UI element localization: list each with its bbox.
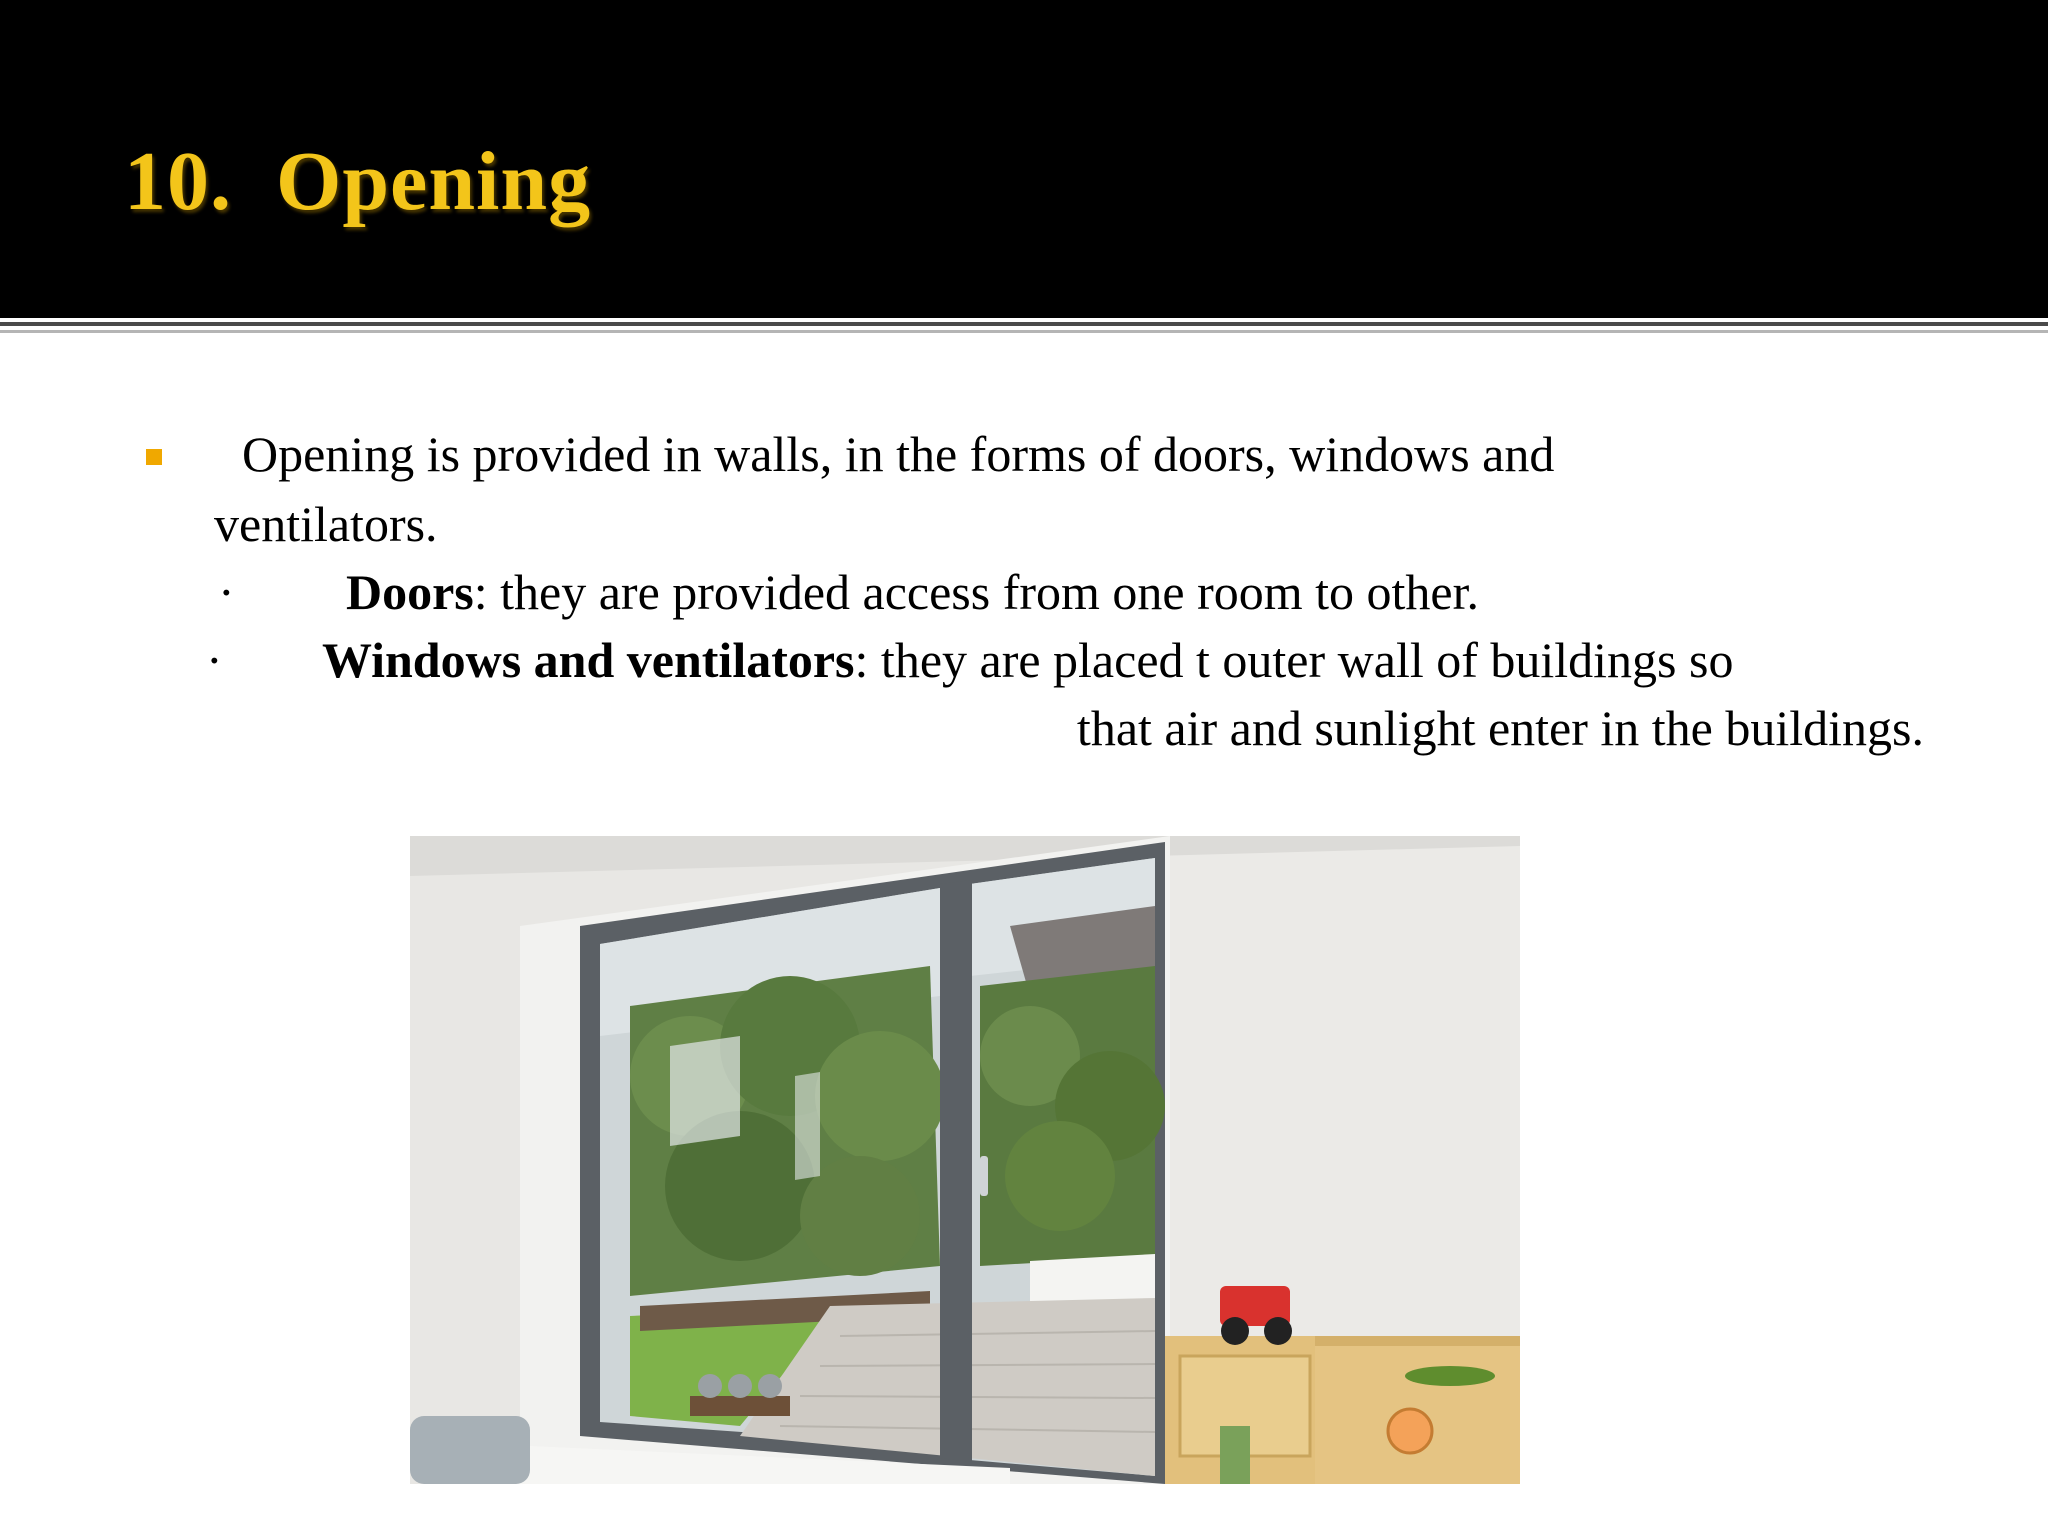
sub-bullet-marker: · (218, 564, 235, 620)
sub-item-doors (346, 558, 1479, 626)
bullet-text-line-1: Opening is provided in walls, in the forms of doors, windows and (242, 426, 1555, 482)
header-divider-secondary (0, 330, 2048, 333)
sub-item-windows (322, 626, 1733, 694)
sub-item-description: : they are provided access from one room to other. (473, 564, 1479, 620)
header-divider (0, 322, 2048, 326)
sub-item-description: : they are placed t outer wall of buildings so (854, 632, 1734, 688)
bullet-text-line-2: ventilators. (214, 496, 438, 552)
sub-item-continuation: that air and sunlight enter in the buildings. (1076, 700, 1924, 756)
square-bullet-icon (146, 449, 162, 465)
sub-item-term: Windows and ventilators (322, 632, 855, 688)
sub-item-term: Doors (346, 564, 474, 620)
sub-bullet-marker: · (206, 632, 223, 688)
slide-title: 10. Opening (124, 135, 592, 228)
window-photo (410, 836, 1520, 1484)
